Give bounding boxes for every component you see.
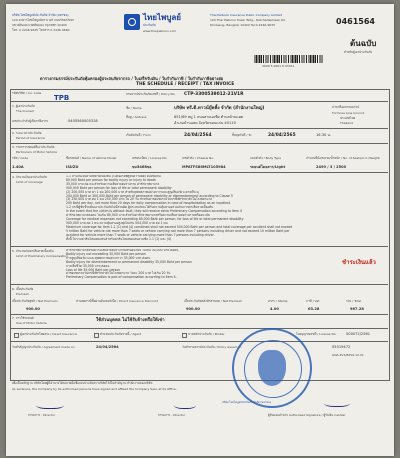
- original-label: ต้นฉบับ: [350, 39, 377, 48]
- limits-line: 1.1 จำนวนเงินค่าเสียหายเบื้องต้น (ไม่ต้องรอพิสูจน์ความผิด) ต่อหนึ่งคน: [66, 175, 161, 178]
- preliminary-label-en: Limit of Preliminary Compensation: [16, 254, 68, 258]
- director-signature-1: [36, 400, 64, 409]
- preliminary-label: 5. จำนวนเงินค่าเสียหายเบื้องต้น: [12, 249, 54, 253]
- tax-id-label: เลขประจำตัวผู้เสียภาษีอากร: [12, 119, 49, 123]
- period-to: 24/04/2565: [268, 133, 296, 138]
- divider-3: [10, 143, 388, 144]
- vehicle-license: ขม5468ขอ: [132, 165, 152, 169]
- vehicle-body: รถยนต์โดยสาร/Light: [250, 165, 286, 169]
- divider-6: [10, 284, 388, 285]
- vehicle-header-seats: จำนวนที่นั่ง/ขนาด/น้ำหนัก / No. of Seats/C.C./Weight: [306, 156, 380, 160]
- limits-line: accident for vehicle more than 7 seats or vehicle carrying more than 7 persons including driver.: [66, 232, 215, 237]
- preliminary-line: Bodily injury not exceeding 30,000 Baht per person: [66, 251, 146, 256]
- seal-emblem-icon: [258, 350, 286, 386]
- direct-checkbox: [14, 333, 19, 338]
- premium-stamp: 4.00: [270, 307, 279, 311]
- vehicle-header-chassis: เลขตัวถัง / Chassis No.: [182, 156, 215, 160]
- agent-checkbox: [94, 333, 99, 338]
- policy-no-label: กรมธรรม์ประกันภัยเลขที่ / Policy No.: [126, 92, 176, 96]
- barcode-number: 3000 5 0061 6 03011: [262, 64, 295, 68]
- original-sublabel: สำหรับผู้เอาประกันภัย: [344, 50, 373, 54]
- limits-line: 500,000 บาท ต่อ 1 คน ความคุ้มครองสูงสุดไม่เกิน 504,000 บาท ต่อ 1 คน: [66, 220, 168, 225]
- director-signature-2: [174, 400, 196, 409]
- premium-header-stamp: อากร / Stamp: [268, 299, 288, 303]
- premium-header-net: เบี้ยประกันภัยสุทธิ / Net Premium: [12, 299, 58, 303]
- broker-label: นายหน้าประกันภัย / Broker: [188, 332, 225, 336]
- address-label: ที่อยู่ / Address: [126, 115, 147, 119]
- vehicle-seats: 2499 / 3 / 2500: [316, 165, 347, 169]
- address-en-2: Dindaeng, Bangkok 10400 Tel.0-2246-9635: [210, 23, 276, 27]
- premium-net: 900.00: [26, 307, 40, 311]
- insured-label-en: The Insured: [16, 109, 34, 113]
- limits-label-en: Limit of Coverage: [16, 180, 43, 184]
- director-label-2: กรรมการ - Director: [158, 413, 186, 417]
- usage-label-en: Use of Motor Vehicle: [16, 321, 47, 325]
- period-from-label: เริ่มต้นวันที่ / From: [126, 133, 151, 137]
- premium-header-total: รวม / Total: [346, 299, 362, 303]
- divider-7: [10, 314, 388, 315]
- seal-text: บริษัท ไทยไพบูลย์ประกันภัย จำกัด (มหาชน): [222, 401, 271, 404]
- preliminary-line: Bodily injury for dismemberment or permanent disability 35,000 Baht per person: [66, 259, 192, 264]
- title-th: ตารางกรมธรรม์ประกันภัยคุ้มครองผู้ประสบภัยจากรถ / ใบเสร็จรับเงิน / ใบกำกับภาษี / ใบกำกับภาษีอย่างย่อ: [40, 76, 224, 81]
- branch-label: สาขาที่ออกกรมธรรม์: [332, 105, 360, 109]
- vehicle-code: 1.40A: [12, 165, 24, 169]
- preliminary-line: Preliminary Compensation is part of compensation according to Item 4.: [66, 275, 177, 280]
- branch-value: Formosa Loss Council: [332, 111, 365, 115]
- period-time: 16.30 น.: [316, 133, 332, 137]
- period-label: 2. ระยะเวลาประกันภัย: [12, 131, 42, 135]
- paid-stamp-text: ชำระเงินแล้ว: [342, 259, 376, 266]
- limits-line: 35,000 บาท ต่อ คน สำหรับความเสียหายต่อร่างกาย ค่ารักษาพยาบาล: [66, 181, 160, 186]
- limits-line: In the event that the victim is without fault, they will receive extra Preliminary Compensation according to Item 4: [66, 209, 242, 214]
- limits-line: (2) 200,000 บาท ค่า 1 ต่อ 200,000 บาท สำหรับทุพพลภาพอย่างถาวรและสูญเสียอวัยวะตามที่ระบุ: [66, 189, 199, 194]
- company-logo-icon: [124, 14, 140, 30]
- premium-header-vat: ภาษี / Vat: [306, 299, 320, 303]
- broker-checkbox: [182, 333, 187, 338]
- agreement-label: วันทำสัญญาประกันภัย / Agreement made on: [12, 345, 75, 349]
- premium-vat: 63.28: [308, 307, 320, 311]
- limits-line: 500,000 Baht per person for loss of life or total permanent disability: [66, 185, 172, 190]
- vehicle-label: 3. รายการรถยนต์ที่เอาประกันภัย: [12, 145, 55, 149]
- logo-subtext: ประกันภัย: [143, 23, 156, 27]
- divider-9: [10, 341, 388, 342]
- usage-value: ใช้ส่วนบุคคล ไม่ใช้รับจ้างหรือให้เช่า: [96, 318, 165, 323]
- company-code-label: รหัสบริษัท / Co. Code: [12, 91, 42, 95]
- issued-value: 05519472: [332, 345, 351, 349]
- license-label: ใบอนุญาตเลขที่ / License No.: [296, 332, 337, 336]
- barcode: [254, 55, 324, 63]
- limits-line: Maximum coverage for item 1.1 (1) and (4) combined shall not exceed 504,000 Baht per person and total coverage per accident shall not exceed: [66, 224, 293, 229]
- limits-line: 200 Baht per day, not more than 20 days for daily compensation in case of hospitalization as an inpatient: [66, 201, 231, 206]
- premium-header-discount: ส่วนลดกรณีซื้อผ่านอินเทอร์เน็ต / Direct Insurance Discount: [76, 299, 158, 303]
- preliminary-text: [66, 249, 326, 282]
- premium-header-net-after: เบี้ยประกันภัยหลังหักส่วนลด / Net Premium: [184, 299, 243, 303]
- usage-label: 7. การใช้รถยนต์: [12, 316, 34, 320]
- limits-line: 1.2 กรณีผู้ขับขี่รถคันเอาประกันภัยไม่มีส่วนผิด ผู้ประสบภัยจะได้รับความคุ้มครองส่วนเกินจากค่าเสียหายเบื้องต้น: [66, 205, 214, 210]
- limits-line: ทั้งนี้ ไม่รวมค่าสินไหมทดแทนสำหรับค่าสินไหมทดแทนตามข้อ 1.1 (1) และ (4): [66, 236, 172, 241]
- preliminary-line: ค่าชดเชยรายวันกรณีพักรักษาตัวในโรงพยาบาล วันละ 200 บาท ไม่เกิน 20 วัน: [66, 271, 171, 276]
- period-label-en: Period of Insurance: [16, 136, 45, 140]
- agreement-date: 24/04/2564: [96, 345, 119, 349]
- address-th-1: 120 อาคารไทยไพบูลย์ทาวเวอร์ ถนนรัชดาภิเษก: [12, 18, 75, 22]
- insured-name: บริษัท ทรี.ดี.ทาวน์บุ๊คคิ้ง จำกัด (สำนักงานใหญ่): [174, 106, 265, 111]
- company-name-en: Thai Paiboon Insurance Public Company Limited: [210, 13, 283, 17]
- limits-line: 5 million Baht for vehicle not more than 7 seats or vehicle carrying not more than 7 persons including driver and not exceed 10 million Baht per: [66, 228, 290, 233]
- vehicle-header-license: เลขทะเบียน / License No.: [132, 156, 168, 160]
- director-label-1: กรรมการ - Director: [28, 413, 56, 417]
- limits-label: 4. จำนวนเงินเอาประกันภัย: [12, 175, 47, 179]
- vehicle-model: ISUZU: [66, 165, 79, 169]
- divider-1: [10, 101, 388, 102]
- limits-line: 80,000 Baht per person for bodily injury or injury to death: [66, 177, 156, 182]
- premium-label-en: Premium: [16, 292, 30, 296]
- witness-text-en: As evidence, the Company by its authorised persons have signed and affixed the Company Seal, at its Office.: [12, 387, 177, 391]
- branch-country-en: Thailand: [340, 121, 353, 125]
- period-to-label: สิ้นสุดวันที่ / To: [232, 133, 252, 137]
- address-th-2: แขวงดินแดง เขตดินแดง กรุงเทพฯ 10400: [12, 23, 67, 27]
- divider-8: [10, 328, 388, 329]
- title-en: THE SCHEDULE / RECEIPT / TAX INVOICE: [136, 82, 235, 87]
- agent-label: ตัวแทนประกันภัยรายนี้ / Agent: [100, 332, 142, 336]
- vehicle-header-code: รหัส / Code: [12, 156, 29, 160]
- preliminary-line: Loss of life 35,000 Baht per person: [66, 267, 121, 272]
- policy-number: CTP-3300539012-21V1R: [184, 92, 244, 97]
- document-number: 0461564: [336, 17, 375, 26]
- phone-th: โทร. 0 2246 9635 โทรสาร 0 2246 9660: [12, 28, 70, 32]
- preliminary-line: การสูญเสียอวัยวะและทุพพลภาพอย่างถาวร 35,000 บาท ต่อคน: [66, 255, 151, 260]
- direct-label: ผู้เอาประกันภัยโดยตรง / Direct Insurance: [20, 332, 77, 336]
- logo-text: ไทยไพบูลย์: [143, 13, 181, 22]
- preliminary-line: ค่ารักษาพยาบาลหรือความเสียหายต่อร่างกายหรืออนามัย ไม่เกิน 30,000 บาท ต่อคน: [66, 249, 179, 252]
- vehicle-label-en: Particulars of Motor Vehicle: [16, 150, 57, 154]
- vehicle-header-body: แบบตัวถัง / Body Type: [250, 156, 281, 160]
- tax-id: 0405560005318: [68, 119, 98, 123]
- divider-4: [10, 172, 388, 173]
- premium-label: 6. เบี้ยประกันภัย: [12, 287, 34, 291]
- policy-document: [6, 4, 394, 456]
- issued-label: วันทำกรมธรรม์ประกันภัย / Policy issued on: [182, 345, 242, 349]
- witness-text-th: เพื่อเป็นหลักฐาน บริษัทโดยผู้มีอำนาจได้ลงลายมือชื่อและประทับตราบริษัทไว้เป็นสำคัญ ณ สำนักงานของบริษัท: [12, 381, 153, 385]
- rd-number: GNA.3V1/8059-12-21: [332, 353, 364, 357]
- divider-2: [10, 128, 388, 129]
- cashier-label: ผู้รับมอบอำนาจ Authorised Signature / ผู้รับเงิน Cashier: [268, 413, 346, 417]
- insured-label: 1. ผู้เอาประกันภัย: [12, 104, 35, 108]
- period-from: 24/04/2564: [184, 133, 212, 138]
- authorised-signature: [324, 398, 350, 407]
- vehicle-chassis: MPATFS86MLT105984: [182, 165, 226, 169]
- company-name-th: บริษัท ไทยไพบูลย์ประกันภัย จำกัด (มหาชน): [12, 13, 69, 17]
- company-code: TPB: [54, 94, 70, 102]
- insured-address-1: 651/69 หมู่ 1 ถนนสายเอเชีย ตำบลบ้านแฮด: [174, 115, 244, 119]
- limits-line: ค่ารักษาพยาบาลต่อคน ไม่เกิน 80,000 บาท สำหรับค่ารักษาพยาบาลหรือความเสียหายต่อร่างกายหรืออนามัย: [66, 213, 210, 218]
- vehicle-header-model: ชื่อรถยนต์ / Name of Vehicle Model: [66, 156, 117, 160]
- license-value: 500072/2561: [346, 332, 371, 336]
- name-label: ชื่อ / Name: [126, 106, 142, 110]
- premium-total: 967.28: [350, 307, 364, 311]
- limits-line: 200,000 Baht or 300,000 Baht per person of permanent disability or dismemberment according to Clause 5: [66, 193, 233, 198]
- limits-line: (3) 250,000 บาท ต่อ 1 คน 250,000 บาท ใน 20 วัน สำหรับค่าชดเชยรายวันกรณีพักรักษาตัวในโรงพยาบาล: [66, 197, 212, 202]
- limits-line: Coverage for medical expenses not exceeding 80,000 Baht per person, for loss of life or total permanent disability: [66, 216, 244, 221]
- insured-address-2: อำเภอบ้านแฮด จังหวัดขอนแก่น 40110: [174, 121, 236, 125]
- address-en-1: 120 Thai Paiboon Tower Bldg., Ratchadaphisek Rd.: [210, 18, 286, 22]
- branch-country-th: ประเทศไทย: [340, 116, 356, 120]
- limits-text: [66, 175, 384, 245]
- website: www.thaipaiboon.com: [143, 29, 177, 33]
- company-seal: [232, 328, 312, 408]
- preliminary-line: การเสียชีวิต 35,000 บาท ต่อคน: [66, 263, 110, 268]
- divider-5: [10, 246, 388, 247]
- premium-net-after: 900.00: [186, 307, 200, 311]
